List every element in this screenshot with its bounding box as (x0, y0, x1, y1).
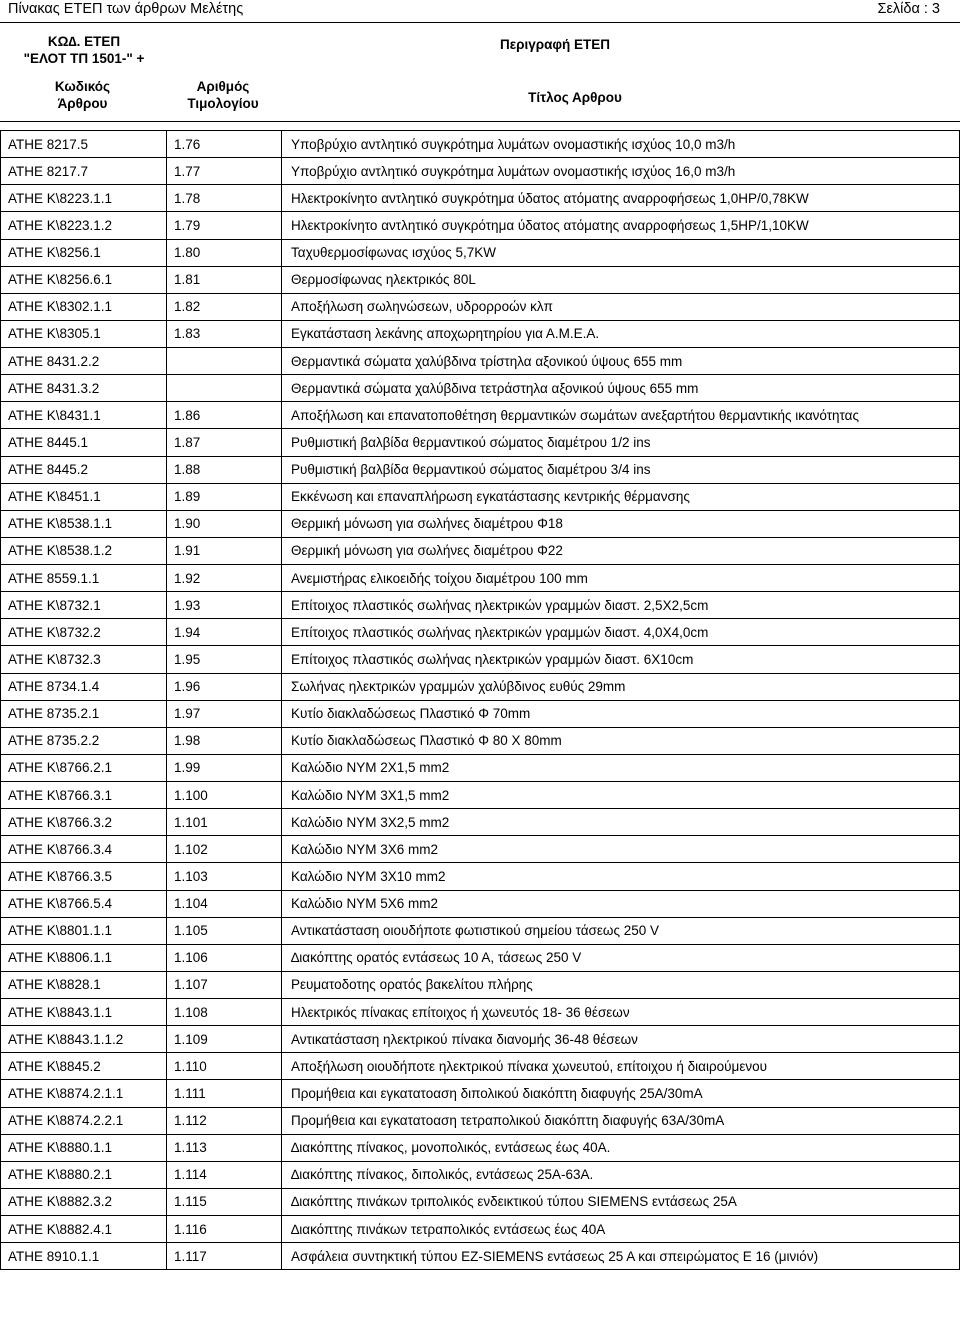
article-title-cell: ∆ιακόπτης ορατός εντάσεως 10 Α, τάσεως 250 V (282, 945, 960, 972)
article-title-cell: Ρευματοδοτης ορατός βακελίτου πλήρης (282, 972, 960, 999)
table-row (1, 294, 960, 321)
table-row (1, 1053, 960, 1080)
article-code-cell: ΑΤΗΕ Κ\8845.2 (1, 1053, 167, 1080)
table-row (1, 538, 960, 565)
invoice-number-cell: 1.76 (167, 131, 282, 158)
article-code-cell: ΑΤΗΕ Κ\8766.2.1 (1, 755, 167, 782)
article-title-cell: Καλώδιο ΝΥΜ 5Χ6 mm2 (282, 891, 960, 918)
article-code-cell: ΑΤΗΕ Κ\8882.4.1 (1, 1216, 167, 1243)
article-title-cell: Αποξήλωση και επανατοποθέτηση θερμαντικών σωμάτων ανεξαρτήτου θερμαντικής ικανότητας (282, 402, 960, 429)
table-row (1, 212, 960, 239)
article-code-cell: ΑΤΗΕ 8431.2.2 (1, 348, 167, 375)
article-title-cell: Καλώδιο ΝΥΜ 3Χ1,5 mm2 (282, 782, 960, 809)
article-code-cell: ΑΤΗΕ Κ\8882.3.2 (1, 1189, 167, 1216)
article-code-cell: ΑΤΗΕ 8445.2 (1, 457, 167, 484)
article-title-cell: Ανεμιστήρας ελικοειδής τοίχου διαμέτρου 100 mm (282, 565, 960, 592)
document-title: Πίνακας ΕΤΕΠ των άρθρων Μελέτης (8, 1, 244, 17)
article-title-cell: Επίτοιχος πλαστικός σωλήνας ηλεκτρικών γραμμών διαστ. 4,0Χ4,0cm (282, 619, 960, 646)
article-title-cell: Καλώδιο ΝΥΜ 3Χ6 mm2 (282, 836, 960, 863)
table-row (1, 484, 960, 511)
invoice-number-cell: 1.111 (167, 1080, 282, 1107)
article-title-cell: Αποξήλωση σωληνώσεων, υδρορροών κλπ (282, 294, 960, 321)
article-code-cell: ΑΤΗΕ 8445.1 (1, 429, 167, 456)
invoice-number-cell: 1.80 (167, 240, 282, 267)
article-title-cell: Ασφάλεια συντηκτική τύπου EZ-SIEMENS εντάσεως 25 Α και σπειρώματος Ε 16 (μινιόν) (282, 1243, 960, 1270)
invoice-number-cell: 1.116 (167, 1216, 282, 1243)
table-row (1, 701, 960, 728)
invoice-number-cell: 1.101 (167, 809, 282, 836)
article-title-cell: ∆ιακόπτης πινάκων τριπολικός ενδεικτικού τύπου SIEMENS εντάσεως 25Α (282, 1189, 960, 1216)
table-row (1, 1080, 960, 1107)
table-row (1, 1216, 960, 1243)
article-title-cell: Αποξήλωση οιουδήποτε ηλεκτρικού πίνακα χωνευτού, επίτοιχου ή διαιρούμενου (282, 1053, 960, 1080)
invoice-number-cell: 1.108 (167, 999, 282, 1026)
table-row (1, 782, 960, 809)
article-code-cell: ΑΤΗΕ Κ\8538.1.2 (1, 538, 167, 565)
article-title-cell: ∆ιακόπτης πίνακος, μονοπολικός, εντάσεως έως 40Α. (282, 1135, 960, 1162)
invoice-number-cell: 1.100 (167, 782, 282, 809)
article-title-cell: ∆ιακόπτης πινάκων τετραπολικός εντάσεως έως 40Α (282, 1216, 960, 1243)
article-code-cell: ΑΤΗΕ Κ\8806.1.1 (1, 945, 167, 972)
table-row (1, 375, 960, 402)
article-title-cell: Θερμοσίφωνας ηλεκτρικός 80L (282, 267, 960, 294)
header-invoice-number-line1: Αριθμός (196, 79, 250, 94)
invoice-number-cell: 1.112 (167, 1108, 282, 1135)
invoice-number-cell: 1.106 (167, 945, 282, 972)
header-kod-etep-sub: "ΕΛΟΤ ΤΠ 1501-" + (23, 51, 145, 66)
article-code-cell: ΑΤΗΕ Κ\8302.1.1 (1, 294, 167, 321)
article-title-cell: ∆ιακόπτης πίνακος, διπολικός, εντάσεως 25Α-63Α. (282, 1162, 960, 1189)
header-article-code-line2: Άρθρου (57, 96, 108, 111)
article-code-cell: ΑΤΗΕ Κ\8431.1 (1, 402, 167, 429)
table-row (1, 1135, 960, 1162)
article-title-cell: Θερμική μόνωση για σωλήνες διαμέτρου Φ22 (282, 538, 960, 565)
article-title-cell: Αντικατάσταση οιουδήποτε φωτιστικού σημείου τάσεως 250 V (282, 918, 960, 945)
article-title-cell: Ταχυθερμοσίφωνας ισχύος 5,7KW (282, 240, 960, 267)
invoice-number-cell: 1.113 (167, 1135, 282, 1162)
header-article-code (30, 78, 135, 112)
article-title-cell: Ρυθμιστική βαλβίδα θερμαντικού σώματος διαμέτρου 3/4 ins (282, 457, 960, 484)
article-code-cell: ΑΤΗΕ Κ\8766.5.4 (1, 891, 167, 918)
header-etep-description: Περιγραφή ΕΤΕΠ (499, 37, 611, 52)
article-code-cell: ΑΤΗΕ Κ\8732.2 (1, 619, 167, 646)
article-title-cell: Ηλεκτροκίνητο αντλητικό συγκρότημα ύδατος ατόματης αναρροφήσεως 1,5HP/1,10KW (282, 212, 960, 239)
invoice-number-cell: 1.103 (167, 863, 282, 890)
article-code-cell: ΑΤΗΕ 8735.2.2 (1, 728, 167, 755)
invoice-number-cell: 1.90 (167, 511, 282, 538)
article-title-cell: Ηλεκτροκίνητο αντλητικό συγκρότημα ύδατος ατόματης αναρροφήσεως 1,0HP/0,78KW (282, 185, 960, 212)
article-code-cell: ΑΤΗΕ 8735.2.1 (1, 701, 167, 728)
article-code-cell: ΑΤΗΕ Κ\8538.1.1 (1, 511, 167, 538)
article-code-cell: ΑΤΗΕ Κ\8223.1.1 (1, 185, 167, 212)
page-number: Σελίδα : 3 (877, 1, 940, 17)
header-invoice-number-line2: Τιμολογίου (187, 96, 259, 111)
table-row (1, 674, 960, 701)
invoice-number-cell: 1.83 (167, 321, 282, 348)
invoice-number-cell (167, 348, 282, 375)
table-row (1, 646, 960, 673)
invoice-number-cell: 1.88 (167, 457, 282, 484)
article-title-cell: Ρυθμιστική βαλβίδα θερμαντικού σώματος διαμέτρου 1/2 ins (282, 429, 960, 456)
article-code-cell: ΑΤΗΕ Κ\8828.1 (1, 972, 167, 999)
article-title-cell: Θερμική μόνωση για σωλήνες διαμέτρου Φ18 (282, 511, 960, 538)
invoice-number-cell: 1.104 (167, 891, 282, 918)
article-code-cell: ΑΤΗΕ Κ\8732.3 (1, 646, 167, 673)
invoice-number-cell: 1.91 (167, 538, 282, 565)
invoice-number-cell: 1.114 (167, 1162, 282, 1189)
invoice-number-cell: 1.95 (167, 646, 282, 673)
invoice-number-cell: 1.96 (167, 674, 282, 701)
invoice-number-cell: 1.93 (167, 592, 282, 619)
table-row (1, 891, 960, 918)
article-title-cell: Καλώδιο ΝΥΜ 3Χ10 mm2 (282, 863, 960, 890)
invoice-number-cell: 1.92 (167, 565, 282, 592)
table-row (1, 1026, 960, 1053)
table-row (1, 158, 960, 185)
article-code-cell: ΑΤΗΕ Κ\8766.3.5 (1, 863, 167, 890)
header-divider (0, 121, 960, 122)
table-row (1, 429, 960, 456)
article-title-cell: Θερμαντικά σώματα χαλύβδινα τρίστηλα αξονικού ύψους 655 mm (282, 348, 960, 375)
table-row (1, 348, 960, 375)
invoice-number-cell: 1.78 (167, 185, 282, 212)
table-row (1, 999, 960, 1026)
page-title-bar (0, 0, 960, 23)
invoice-number-cell: 1.79 (167, 212, 282, 239)
table-row (1, 728, 960, 755)
article-title-cell: Επίτοιχος πλαστικός σωλήνας ηλεκτρικών γραμμών διαστ. 2,5Χ2,5cm (282, 592, 960, 619)
article-code-cell: ΑΤΗΕ Κ\8843.1.1.2 (1, 1026, 167, 1053)
invoice-number-cell: 1.86 (167, 402, 282, 429)
table-row (1, 511, 960, 538)
invoice-number-cell: 1.97 (167, 701, 282, 728)
invoice-number-cell (167, 375, 282, 402)
table-row (1, 457, 960, 484)
article-code-cell: ΑΤΗΕ Κ\8880.2.1 (1, 1162, 167, 1189)
invoice-number-cell: 1.89 (167, 484, 282, 511)
article-code-cell: ΑΤΗΕ Κ\8223.1.2 (1, 212, 167, 239)
article-title-cell: Κυτίο διακλαδώσεως Πλαστικό Φ 70mm (282, 701, 960, 728)
invoice-number-cell: 1.87 (167, 429, 282, 456)
invoice-number-cell: 1.94 (167, 619, 282, 646)
table-row (1, 918, 960, 945)
article-code-cell: ΑΤΗΕ 8217.5 (1, 131, 167, 158)
article-title-cell: Εγκατάσταση λεκάνης αποχωρητηρίου για Α.Μ.Ε.Α. (282, 321, 960, 348)
article-title-cell: Σωλήνας ηλεκτρικών γραμμών χαλύβδινος ευθύς 29mm (282, 674, 960, 701)
table-row (1, 267, 960, 294)
header-article-title: Τίτλος Αρθρου (528, 90, 622, 105)
article-code-cell: ΑΤΗΕ 8559.1.1 (1, 565, 167, 592)
invoice-number-cell: 1.110 (167, 1053, 282, 1080)
invoice-number-cell: 1.115 (167, 1189, 282, 1216)
article-code-cell: ΑΤΗΕ Κ\8305.1 (1, 321, 167, 348)
table-row (1, 565, 960, 592)
article-title-cell: Καλώδιο ΝΥΜ 3Χ2,5 mm2 (282, 809, 960, 836)
article-code-cell: ΑΤΗΕ 8910.1.1 (1, 1243, 167, 1270)
article-title-cell: Θερμαντικά σώματα χαλύβδινα τετράστηλα αξονικού ύψους 655 mm (282, 375, 960, 402)
table-row (1, 619, 960, 646)
article-code-cell: ΑΤΗΕ Κ\8451.1 (1, 484, 167, 511)
table-row (1, 1243, 960, 1270)
table-row (1, 1108, 960, 1135)
article-code-cell: ΑΤΗΕ Κ\8256.1 (1, 240, 167, 267)
invoice-number-cell: 1.98 (167, 728, 282, 755)
article-title-cell: Εκκένωση και επαναπλήρωση εγκατάστασης κεντρικής θέρμανσης (282, 484, 960, 511)
table-row (1, 972, 960, 999)
article-code-cell: ΑΤΗΕ Κ\8880.1.1 (1, 1135, 167, 1162)
article-code-cell: ΑΤΗΕ Κ\8766.3.2 (1, 809, 167, 836)
article-code-cell: ΑΤΗΕ Κ\8766.3.1 (1, 782, 167, 809)
header-article-code-line1: Κωδικός (54, 79, 111, 94)
article-code-cell: ΑΤΗΕ Κ\8843.1.1 (1, 999, 167, 1026)
table-row (1, 321, 960, 348)
invoice-number-cell: 1.82 (167, 294, 282, 321)
article-code-cell: ΑΤΗΕ Κ\8874.2.1.1 (1, 1080, 167, 1107)
article-title-cell: Αντικατάσταση ηλεκτρικού πίνακα διανομής 36-48 θέσεων (282, 1026, 960, 1053)
table-row (1, 240, 960, 267)
article-code-cell: ΑΤΗΕ Κ\8766.3.4 (1, 836, 167, 863)
article-title-cell: Υποβρύχιο αντλητικό συγκρότημα λυμάτων ονομαστικής ισχύος 10,0 m3/h (282, 131, 960, 158)
invoice-number-cell: 1.99 (167, 755, 282, 782)
article-code-cell: ΑΤΗΕ Κ\8801.1.1 (1, 918, 167, 945)
table-row (1, 185, 960, 212)
invoice-number-cell: 1.77 (167, 158, 282, 185)
table-row (1, 1189, 960, 1216)
article-title-cell: Κυτίο διακλαδώσεως Πλαστικό Φ 80 Χ 80mm (282, 728, 960, 755)
article-code-cell: ΑΤΗΕ 8431.3.2 (1, 375, 167, 402)
header-invoice-number (168, 78, 278, 112)
invoice-number-cell: 1.102 (167, 836, 282, 863)
table-row (1, 809, 960, 836)
table-row (1, 863, 960, 890)
table-row (1, 592, 960, 619)
invoice-number-cell: 1.109 (167, 1026, 282, 1053)
invoice-number-cell: 1.105 (167, 918, 282, 945)
table-row (1, 402, 960, 429)
articles-table (0, 130, 960, 1270)
table-row (1, 945, 960, 972)
article-title-cell: Υποβρύχιο αντλητικό συγκρότημα λυμάτων ονομαστικής ισχύος 16,0 m3/h (282, 158, 960, 185)
header-kod-etep: ΚΩ∆. ΕΤΕΠ (47, 34, 121, 49)
article-title-cell: Προμήθεια και εγκατατοαση τετραπολικού διακόπτη διαφυγής 63Α/30mA (282, 1108, 960, 1135)
article-code-cell: ΑΤΗΕ 8217.7 (1, 158, 167, 185)
article-title-cell: Προμήθεια και εγκατατοαση διπολικού διακόπτη διαφυγής 25Α/30mA (282, 1080, 960, 1107)
article-code-cell: ΑΤΗΕ Κ\8732.1 (1, 592, 167, 619)
invoice-number-cell: 1.117 (167, 1243, 282, 1270)
article-code-cell: ΑΤΗΕ Κ\8874.2.2.1 (1, 1108, 167, 1135)
article-title-cell: Επίτοιχος πλαστικός σωλήνας ηλεκτρικών γραμμών διαστ. 6Χ10cm (282, 646, 960, 673)
article-code-cell: ΑΤΗΕ Κ\8256.6.1 (1, 267, 167, 294)
table-row (1, 836, 960, 863)
table-row (1, 1162, 960, 1189)
article-title-cell: Καλώδιο ΝΥΜ 2Χ1,5 mm2 (282, 755, 960, 782)
invoice-number-cell: 1.107 (167, 972, 282, 999)
invoice-number-cell: 1.81 (167, 267, 282, 294)
article-code-cell: ΑΤΗΕ 8734.1.4 (1, 674, 167, 701)
table-row (1, 131, 960, 158)
table-row (1, 755, 960, 782)
article-title-cell: Ηλεκτρικός πίνακας επίτοιχος ή χωνευτός 18- 36 θέσεων (282, 999, 960, 1026)
